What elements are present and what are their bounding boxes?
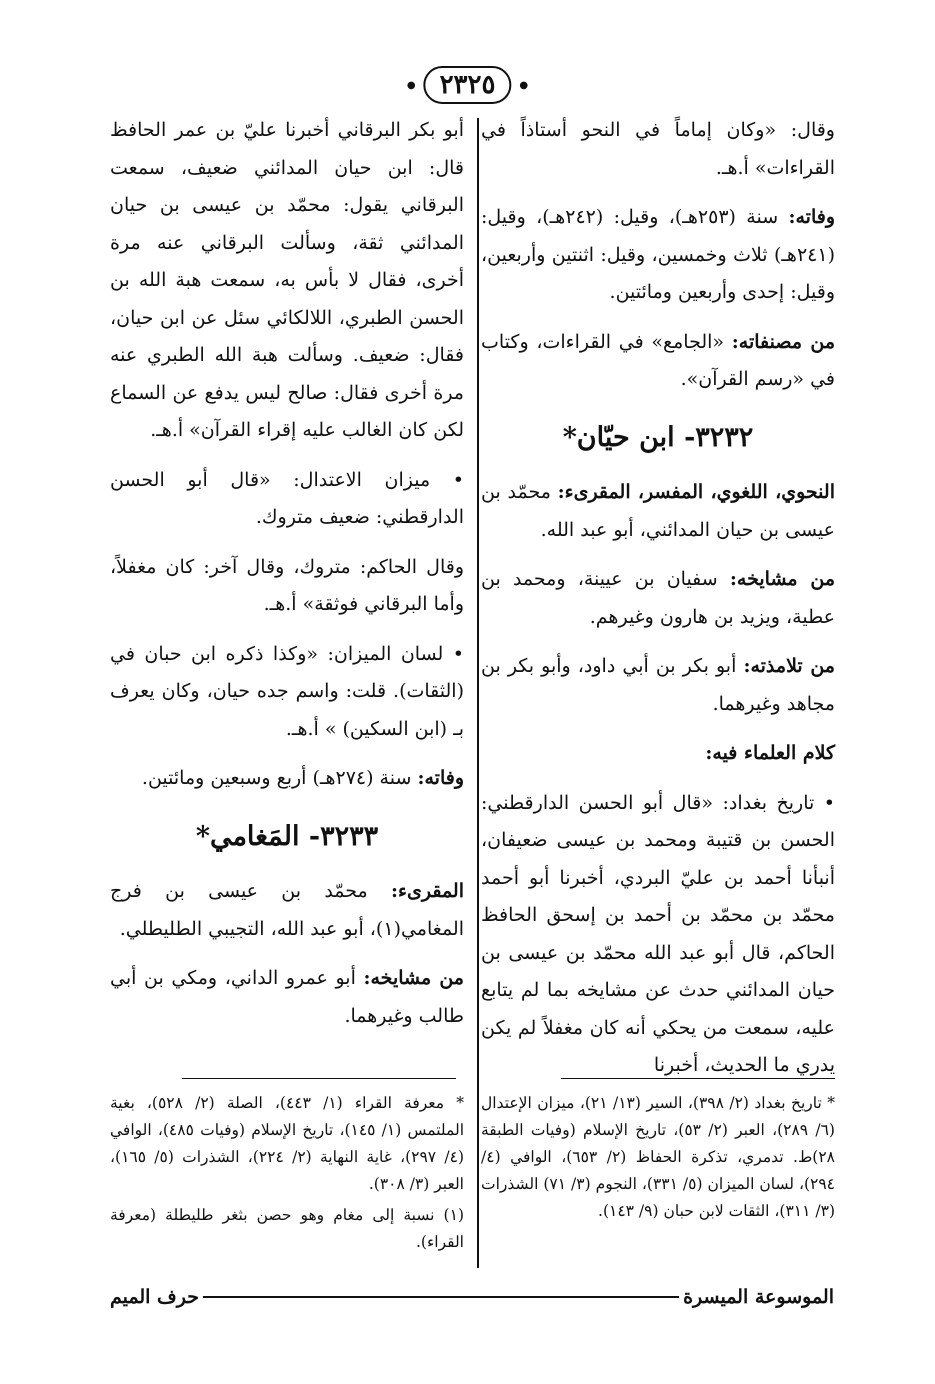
footnote: * تاريخ بغداد (٢/ ٣٩٨)، السير (١٣/ ٢١)، ميزان الإعتدال (٦/ ٢٨٩)، العبر (٢/ ٥٣)، تاريخ الإسلام (وفيات الطبقة ٢٨)ط. تدمري، تذكرة الحفاظ (٢/ ٦٥٣)، الوافي (٤/ ٢٩٤)، لسان الميزان (٥/ ٣٣١)، النجوم (٣/ ٧١) الشذرات (٣/ ٣١١)، الثقات لابن حبان (٩/ ١٤٣). xyxy=(481,1094,835,1220)
paragraph: أبو بكر البرقاني أخبرنا عليّ بن عمر الحافظ قال: ابن حيان المدائني ضعيف، سمعت البرقاني يقول: محمّد بن عيسى بن حيان المدائني ثقة، وسألت البرقاني عنه مرة أخرى، فقال لا بأس به، سمعت هبة الله بن الحسن الطبري، اللالكائي سئل عن ابن حيان، فقال: ضعيف. وسألت هبة الله الطبري عنه مرة أخرى فقال: صالح ليس يدفع عن السماع لكن كان الغالب عليه إقراء القرآن» أ.هـ. xyxy=(110,119,464,441)
paragraph xyxy=(481,199,835,312)
footer-line xyxy=(203,1296,679,1298)
paragraph: • لسان الميزان: «وكذا ذكره ابن حبان في (الثقات). قلت: واسم جده حيان، وكان يعرف بـ (ابن السكين) » أ.هـ. xyxy=(110,642,464,740)
paragraph xyxy=(481,561,835,636)
label: من تلامذته: xyxy=(743,655,835,677)
footnotes-right xyxy=(481,1090,835,1229)
text: محمّد بن عيسى بن حيان المدائني، أبو عبد الله. xyxy=(481,481,835,541)
paragraph xyxy=(481,474,835,549)
label: من مشايخه: xyxy=(729,568,835,590)
text: سفيان بن عيينة، ومحمد بن عطية، ويزيد بن هارون وغيرهم. xyxy=(481,568,835,628)
paragraph: • ميزان الاعتدال: «قال أبو الحسن الدارقطني: ضعيف متروك. xyxy=(110,468,464,528)
label: النحوي، اللغوي، المفسر، المقرىء: xyxy=(557,481,835,503)
left-column xyxy=(110,112,464,1047)
page-number-value: ٢٣٢٥ xyxy=(424,66,512,104)
text: سنة (٢٥٣هـ)، وقيل: (٢٤٢هـ)، وقيل: (٢٤١هـ) ثلاث وخمسين، وقيل: اثنتين وأربعين، وقيل: إحدى وأربعين ومائتين. xyxy=(481,206,835,303)
column-divider xyxy=(477,118,479,1268)
paragraph xyxy=(481,324,835,399)
paragraph: وقال: «وكان إماماً في النحو أستاذاً في القراءات» أ.هـ. xyxy=(481,119,835,179)
entry-heading: ٣٢٣٣- المَغامي* xyxy=(195,820,379,852)
bullet-icon: ● xyxy=(519,79,529,91)
footnote: (١) نسبة إلى مغام وهو حصن بثغر طليطلة (معرفة القراء). xyxy=(110,1206,464,1251)
paragraph xyxy=(110,873,464,948)
footnote-rule xyxy=(182,1078,456,1079)
label: المقرىء: xyxy=(391,880,464,902)
footnote-rule xyxy=(561,1078,835,1079)
paragraph xyxy=(110,760,464,798)
label: وفاته: xyxy=(417,767,464,789)
text: سنة (٢٧٤هـ) أربع وسبعين ومائتين. xyxy=(141,767,418,789)
section-title: حرف الميم xyxy=(110,1286,199,1308)
text: أبو عمرو الداني، ومكي بن أبي طالب وغيرهما. xyxy=(110,967,464,1027)
label: وفاته: xyxy=(788,206,836,228)
paragraph xyxy=(481,648,835,723)
footnotes-left xyxy=(110,1090,464,1260)
text: «الجامع» في القراءات، وكتاب في «رسم القرآن». xyxy=(481,330,835,390)
footnote: * معرفة القراء (١/ ٤٤٣)، الصلة (٢/ ٥٢٨)، بغية الملتمس (١/ ١٤٥)، تاريخ الإسلام (وفيات ٤٨٥)، الوافي (٤/ ٢٩٧)، غاية النهاية (٢/ ٢٢٤)، الشذرات (٥/ ١٦٥)، العبر (٣/ ٣٠٨). xyxy=(110,1094,465,1193)
section-label: كلام العلماء فيه: xyxy=(705,742,835,764)
label: من مشايخه: xyxy=(363,967,464,989)
page-number xyxy=(407,66,528,104)
page-footer xyxy=(110,1286,834,1308)
entry-heading: ٣٢٣٢- ابن حيّان* xyxy=(562,421,754,453)
paragraph: • تاريخ بغداد: «قال أبو الحسن الدارقطني: الحسن بن قتيبة ومحمد بن عيسى ضعيفان، أنبأنا أحمد بن عليّ البردي، أخبرنا أبو أحمد محمّد بن محمّد بن أحمد بن إسحق الحافظ الحاكم، قال أبو عبد الله محمّد بن عيسى بن حيان المدائني حدث عن مشايخه بما لم يتابع عليه، سمعت من يحكي أنه كان مغفلاً لم يكن يدري ما الحديث، أخبرنا xyxy=(481,791,835,1076)
paragraph: وقال الحاكم: متروك، وقال آخر: كان مغفلاً، وأما البرقاني فوثقة» أ.هـ. xyxy=(110,555,464,615)
book-title: الموسوعة الميسرة xyxy=(683,1286,834,1308)
right-column xyxy=(481,112,835,1097)
bullet-icon: ● xyxy=(406,79,416,91)
text: أبو بكر بن أبي داود، وأبو بكر بن مجاهد وغيرهما. xyxy=(481,655,835,715)
paragraph xyxy=(110,960,464,1035)
text: محمّد بن عيسى بن فرج المغامي(١)، أبو عبد الله، التجيبي الطليطلي. xyxy=(110,880,464,940)
label: من مصنفاته: xyxy=(731,330,835,353)
